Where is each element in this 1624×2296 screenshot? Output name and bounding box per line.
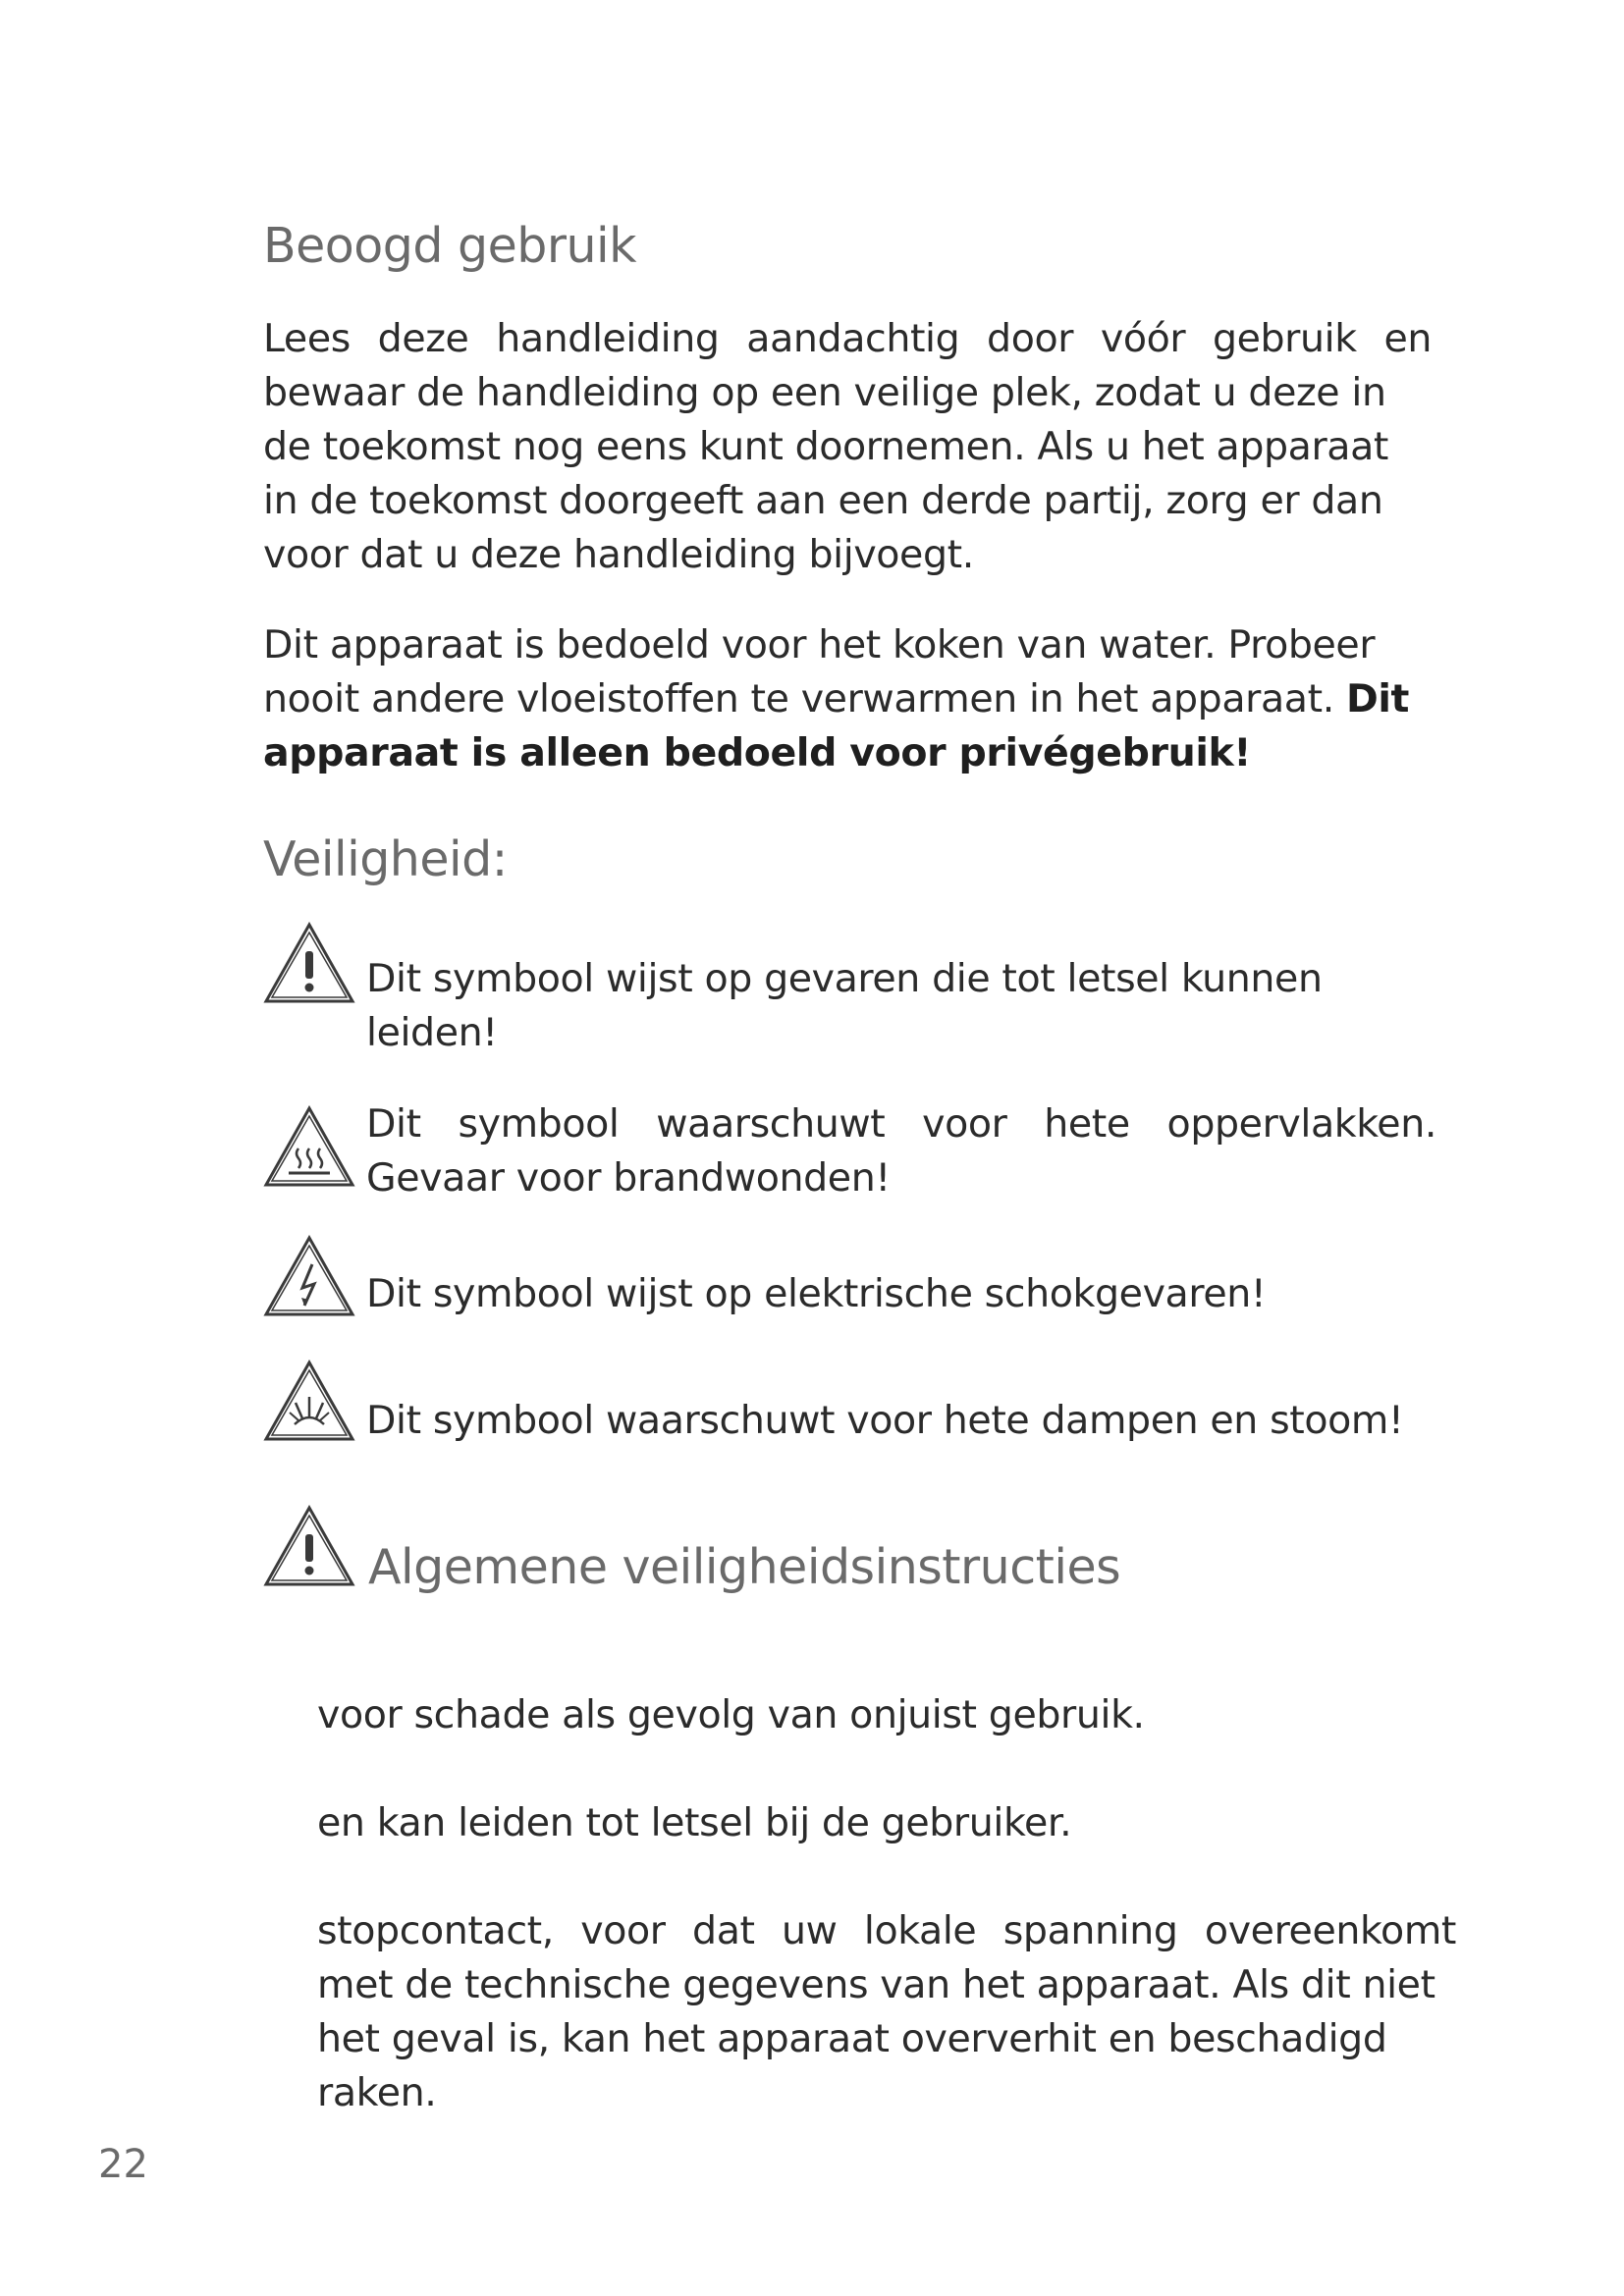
- paragraph-line: bewaar de handleiding op een veilige plek, zodat u deze in: [263, 370, 1386, 415]
- steam-icon: [263, 1360, 355, 1442]
- symbol-text-line: Dit symbool wijst op gevaren die tot letsel kunnen: [366, 956, 1323, 1001]
- page-number: 22: [98, 2142, 148, 2187]
- item-text-line: en kan leiden tot letsel bij de gebruiker.: [317, 1800, 1072, 1845]
- paragraph-line: voor dat u deze handleiding bijvoegt.: [263, 532, 974, 577]
- general-safety-item: [317, 1904, 1456, 2120]
- paragraph-text: nooit andere vloeistoffen te verwarmen in het apparaat.: [263, 676, 1347, 721]
- symbol-text-line: Dit symbool wijst op elektrische schokgevaren!: [366, 1271, 1267, 1316]
- paragraph-line: Lees deze handleiding aandachtig door vóór gebruik en: [263, 316, 1432, 361]
- symbol-text-line: Dit symbool waarschuwt voor hete oppervlakken.: [366, 1101, 1436, 1147]
- symbol-text-line: Gevaar voor brandwonden!: [366, 1155, 891, 1201]
- section-title-safety: Veiligheid:: [263, 831, 508, 887]
- electric-shock-icon: [263, 1235, 355, 1317]
- item-text-line: het geval is, kan het apparaat oververhit en beschadigd: [317, 2016, 1387, 2061]
- paragraph-line: de toekomst nog eens kunt doornemen. Als u het apparaat: [263, 424, 1389, 469]
- paragraph-line: Dit apparaat is bedoeld voor het koken van water. Probeer: [263, 622, 1376, 667]
- symbol-text-line: leiden!: [366, 1010, 498, 1055]
- hot-surface-icon: [263, 1105, 355, 1188]
- safety-symbol-text: [366, 1097, 1436, 1205]
- bold-emphasis-line: apparaat is alleen bedoeld voor privégebruik!: [263, 730, 1251, 775]
- item-text-line: met de technische gegevens van het apparaat. Als dit niet: [317, 1962, 1435, 2007]
- warning-exclamation-icon: [263, 922, 355, 1004]
- section-title-general-safety: Algemene veiligheidsinstructies: [368, 1539, 1121, 1595]
- bold-emphasis: Dit: [1346, 676, 1410, 721]
- section-title-intended-use: Beoogd gebruik: [263, 218, 637, 274]
- warning-exclamation-icon: [263, 1505, 355, 1587]
- intended-use-paragraph-2: [263, 618, 1432, 780]
- safety-symbol-text: [366, 952, 1436, 1060]
- paragraph-line: [263, 672, 1432, 726]
- paragraph-line: in de toekomst doorgeeft aan een derde partij, zorg er dan: [263, 478, 1383, 523]
- safety-symbol-text: [366, 1267, 1436, 1321]
- general-safety-item: [317, 1796, 1456, 1850]
- item-text-line: voor schade als gevolg van onjuist gebruik.: [317, 1692, 1145, 1737]
- item-text-line: raken.: [317, 2070, 437, 2115]
- symbol-text-line: Dit symbool waarschuwt voor hete dampen en stoom!: [366, 1398, 1404, 1443]
- intended-use-paragraph-1: [263, 312, 1432, 582]
- general-safety-item: [317, 1688, 1456, 1742]
- safety-symbol-text: [366, 1394, 1436, 1448]
- item-text-line: stopcontact, voor dat uw lokale spanning overeenkomt: [317, 1908, 1456, 1953]
